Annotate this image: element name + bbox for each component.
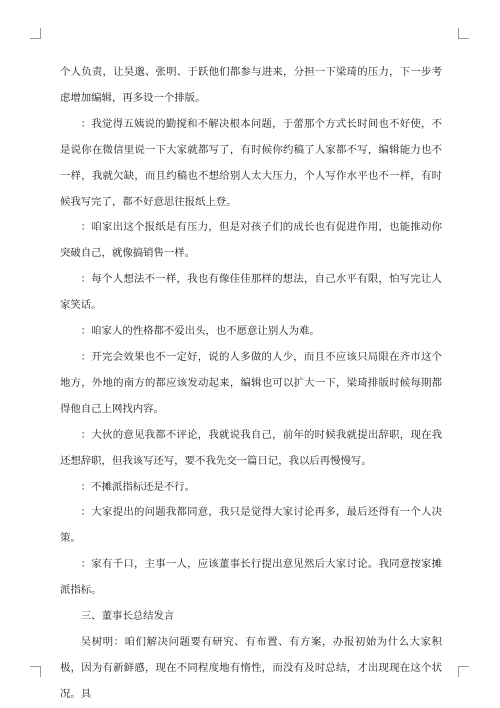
paragraph: ：开完会效果也不一定好，说的人多做的人少，而且不应该只局限在齐市这个地方，外地的南方的都应该发动起来，编辑也可以扩大一下，梁琦排版时候每期都得他自己上网找内容。 (60, 350, 442, 415)
paragraph: ：大家提出的问题我都同意，我只是觉得大家讨论再多，最后还得有一个人决策。 (60, 506, 442, 545)
paragraph: ：咱家出这个报纸是有压力，但是对孩子们的成长也有促进作用，也能推动你突破自己，就像搞销售一样。 (60, 221, 442, 260)
paragraph: ：大伙的意见我都不评论，我就说我自己，前年的时候我就提出辞职，现在我还想辞职，但我该写还写，要不我先交一篇日记，我以后再慢慢写。 (60, 428, 442, 467)
paragraph: 吴树明：咱们解决问题要有研究、有布置、有方案，办报初始为什么大家积极，因为有新鲜感，现在不同程度地有惰性，而没有及时总结，才出现现在这个状况。具 (60, 635, 442, 700)
paragraph: ：我觉得五姨说的勤搅和不解决根本问题，于蕾那个方式长时间也不好使，不是说你在微信里说一下大家就都写了，有时候你约稿了人家都不写，编辑能力也不一样，我就欠缺，而且约稿也不想给别人太大压力，个人写作水平也不一样，有时候我写完了，都不好意思往报纸上登。 (60, 117, 442, 208)
crop-mark-bottom-right (458, 666, 469, 677)
crop-mark-bottom-left (30, 666, 41, 677)
document-body (60, 60, 442, 708)
section-heading: 三、董事长总结发言 (80, 610, 175, 623)
paragraph: ：家有千口，主事一人，应该董事长行提出意见然后大家讨论。我同意按家摊派指标。 (60, 558, 442, 597)
crop-mark-top-left (30, 28, 41, 39)
paragraph: ：每个人想法不一样，我也有像佳佳那样的想法，自己水平有限，怕写完让人家笑话。 (60, 273, 442, 312)
crop-mark-top-right (458, 28, 469, 39)
paragraph: ：不摊派指标还是不行。 (80, 480, 196, 493)
paragraph: ：咱家人的性格都不爱出头，也不愿意让别人为难。 (80, 325, 320, 338)
paragraph: 个人负责，让昊邈、张明、于跃他们都参与进来，分担一下梁琦的压力，下一步考虑增加编辑，再多设一个排版。 (60, 66, 442, 104)
